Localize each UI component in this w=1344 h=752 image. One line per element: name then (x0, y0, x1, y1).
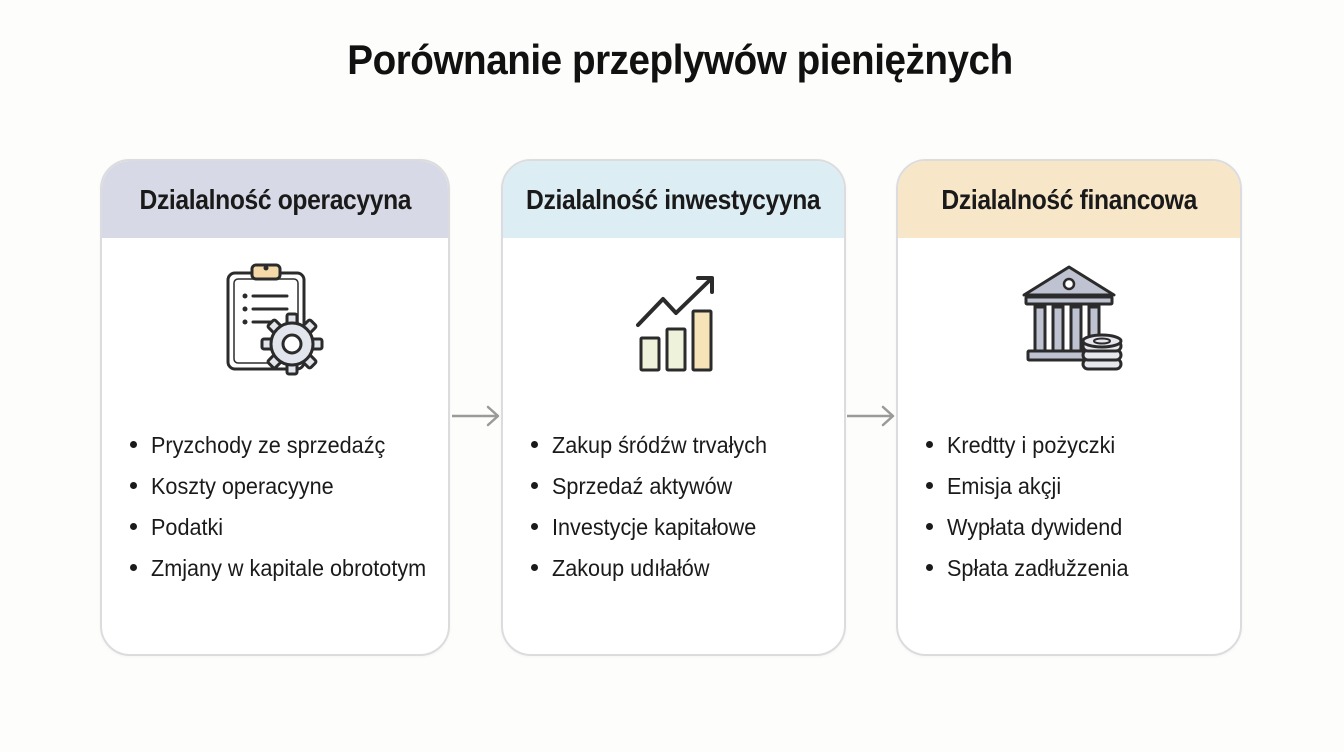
list-item: Podatki (130, 507, 444, 548)
clipboard-gear-icon (102, 259, 448, 385)
arrow-right-icon (846, 403, 896, 429)
list-item: Investycje kapitałowe (531, 507, 781, 548)
list-item: Pryzchody ze sprzedaźç (130, 425, 444, 466)
bank-coins-icon (898, 259, 1240, 385)
growth-chart-icon (503, 259, 844, 385)
card-financing (896, 159, 1242, 656)
list-item: Sprzedaź aktywów (531, 466, 781, 507)
list-item: Spłata zadłužzenia (926, 548, 1140, 589)
card-operating (100, 159, 450, 656)
card-title-operating: Dzialalność operacyyna (139, 183, 411, 215)
arrow-right-icon (451, 403, 501, 429)
bullet-list-financing (926, 425, 1140, 589)
card-title-financing: Dzialalność financowa (941, 183, 1197, 215)
list-item: Zakoup udıłałów (531, 548, 781, 589)
bullet-list-operating (130, 425, 444, 589)
list-item: Zmjany w kapitale obrototym (130, 548, 444, 589)
card-header-operating (102, 161, 448, 238)
list-item: Wypłata dywidend (926, 507, 1140, 548)
card-header-investing (503, 161, 844, 238)
card-header-financing (898, 161, 1240, 238)
page-title: Porównanie przeplywów pieniężnych (347, 36, 1013, 83)
list-item: Zakup śródźw trvałych (531, 425, 781, 466)
card-investing (501, 159, 846, 656)
bullet-list-investing (531, 425, 781, 589)
card-title-investing: Dzialalność inwestycyyna (526, 183, 821, 215)
list-item: Emisja akçji (926, 466, 1140, 507)
list-item: Kredtty i pożyczki (926, 425, 1140, 466)
list-item: Koszty operacyyne (130, 466, 444, 507)
